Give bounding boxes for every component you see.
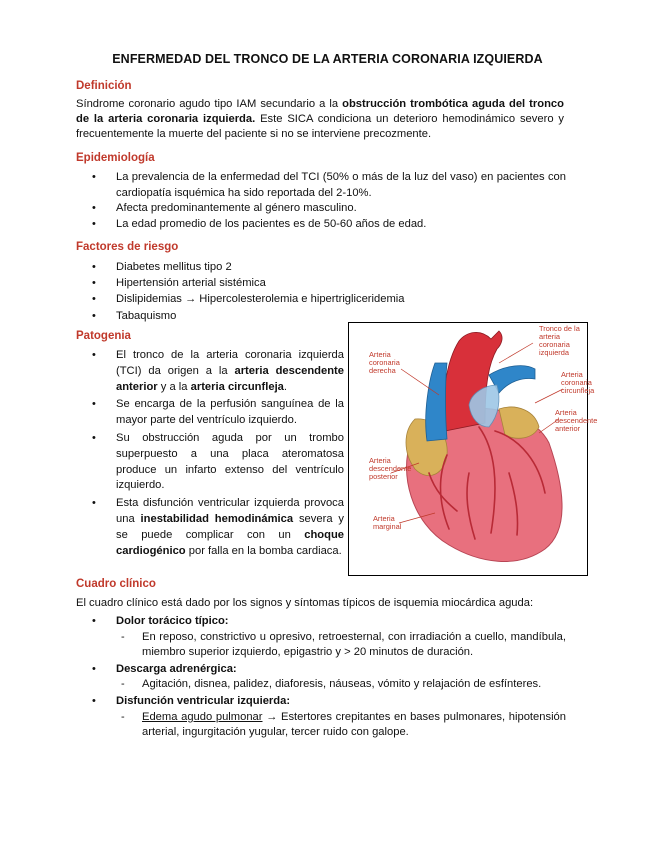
list-item: [76, 662, 566, 693]
label-line: Tronco de la: [539, 324, 580, 333]
list-item: • Dislipidemias → Hipercolesterolemia e hipertrigliceridemia: [76, 291, 566, 307]
symptom-detail-list: [116, 630, 566, 661]
list-item: • Se encarga de la perfusión sanguínea de la mayor parte del ventrículo izquierdo.: [76, 397, 344, 429]
label-line: coronaria: [561, 378, 592, 387]
label-line: Arteria: [369, 456, 391, 465]
heart-illustration: [349, 323, 598, 575]
label-line: posterior: [369, 472, 398, 481]
cuadro-list: [76, 614, 566, 741]
label-line: coronaria: [539, 340, 570, 349]
heading-patogenia: Patogenia: [76, 330, 131, 342]
list-item: • Afecta predominantemente al género masculino.: [76, 201, 566, 217]
patogenia-list: [76, 348, 344, 559]
patogenia-text: Esta disfunción ventricular izquierda provoca una: [116, 497, 344, 525]
patogenia-text: .: [283, 380, 288, 393]
list-item: [76, 694, 566, 741]
label-line: circunfleja: [561, 386, 595, 395]
label-tronco: [539, 324, 582, 357]
heart-coronary-figure: [348, 322, 598, 576]
symptom-label: Dolor torácico típico:: [116, 615, 229, 627]
label-line: derecha: [369, 366, 396, 375]
heading-factores: Factores de riesgo: [76, 241, 179, 253]
label-line: Arteria: [555, 408, 577, 417]
list-item: • Tabaquismo: [76, 308, 566, 324]
list-item: [76, 614, 566, 661]
definicion-text-1: Síndrome coronario agudo tipo IAM secundario a la: [76, 98, 343, 110]
patogenia-bold: arteria descendente anterior: [116, 364, 344, 393]
patogenia-bold: inestabilidad hemodinámica: [140, 512, 294, 525]
label-coronaria-derecha: [369, 350, 402, 375]
symptom-detail: [116, 710, 566, 741]
patogenia-text: por falla en la bomba cardiaca.: [185, 544, 342, 557]
label-line: descendente: [555, 416, 598, 425]
definicion-paragraph: [76, 97, 564, 142]
symptom-label: Disfunción ventricular izquierda:: [116, 694, 291, 707]
list-item: [76, 348, 344, 395]
definicion-text-2: Este SICA condiciona un deterioro hemodinámico severo y frecuentemente la muerte del paciente si no se interviene precozmente.: [76, 113, 564, 140]
label-line: Arteria: [369, 350, 391, 359]
label-line: anterior: [555, 424, 581, 433]
patogenia-text: y a la: [157, 380, 191, 393]
fat-right: [499, 407, 539, 438]
list-item: [76, 496, 344, 559]
symptom-detail-text: → Estertores crepitantes en bases pulmonares, hipotensión arterial, ingurgitación yugular, tercer ruido con galope.: [142, 710, 566, 739]
heading-epidemiologia: Epidemiología: [76, 152, 155, 164]
label-line: Arteria: [561, 370, 583, 379]
symptom-detail-list: [116, 677, 566, 693]
list-item: • La prevalencia de la enfermedad del TCI (50% o más de la luz del vaso) en pacientes con cardiopatía isquémica ha sido reportada del 2-10%.: [76, 170, 566, 201]
label-marginal: [373, 514, 402, 531]
label-line: descendente: [369, 464, 412, 473]
factores-list: [76, 259, 566, 324]
symptom-detail-list: [116, 710, 566, 741]
list-item: • Su obstrucción aguda por un trombo superpuesto a una placa ateromatosa produce un infarto extenso del ventrículo izquierdo.: [76, 431, 344, 494]
patogenia-bold: choque cardiogénico: [116, 528, 344, 557]
symptom-label: Descarga adrenérgica:: [116, 662, 237, 675]
label-line: izquierda: [539, 348, 569, 357]
symptom-detail: - En reposo, constrictivo u opresivo, retroesternal, con irradiación a cuello, mandíbula, miembro superior izquierdo, epigastrio y > 20 minutos de duración.: [116, 630, 566, 661]
label-circunfleja: [561, 370, 595, 395]
document-title: ENFERMEDAD DEL TRONCO DE LA ARTERIA CORONARIA IZQUIERDA: [112, 52, 543, 66]
symptom-detail: - Agitación, disnea, palidez, diaforesis, náuseas, vómito y relajación de esfínteres.: [116, 677, 566, 693]
edema-link: Edema agudo pulmonar: [142, 710, 263, 723]
list-item: • Diabetes mellitus tipo 2: [76, 259, 566, 275]
label-line: Arteria: [373, 514, 395, 523]
label-line: coronaria: [369, 358, 400, 367]
label-descendente-anterior: [555, 408, 599, 433]
patogenia-text: El tronco de la arteria coronaria izquierda (TCI) da origen a la: [116, 349, 344, 377]
vena-cava: [426, 363, 447, 441]
list-item: • Hipertensión arterial sistémica: [76, 275, 566, 291]
definicion-bold: obstrucción trombótica aguda del tronco de la arteria coronaria izquierda.: [76, 98, 564, 125]
patogenia-bold: arteria circunfleja: [190, 380, 284, 393]
heading-definicion: Definición: [76, 80, 132, 92]
patogenia-text: severa y se puede complicar con un: [116, 512, 344, 541]
label-line: arteria: [539, 332, 560, 341]
epidemiologia-list: [76, 170, 566, 232]
heading-cuadro: Cuadro clínico: [76, 578, 156, 590]
label-line: marginal: [373, 522, 402, 531]
list-item: • La edad promedio de los pacientes es de 50-60 años de edad.: [76, 217, 566, 233]
cuadro-intro: El cuadro clínico está dado por los signos y síntomas típicos de isquemia miocárdica aguda:: [76, 597, 534, 609]
